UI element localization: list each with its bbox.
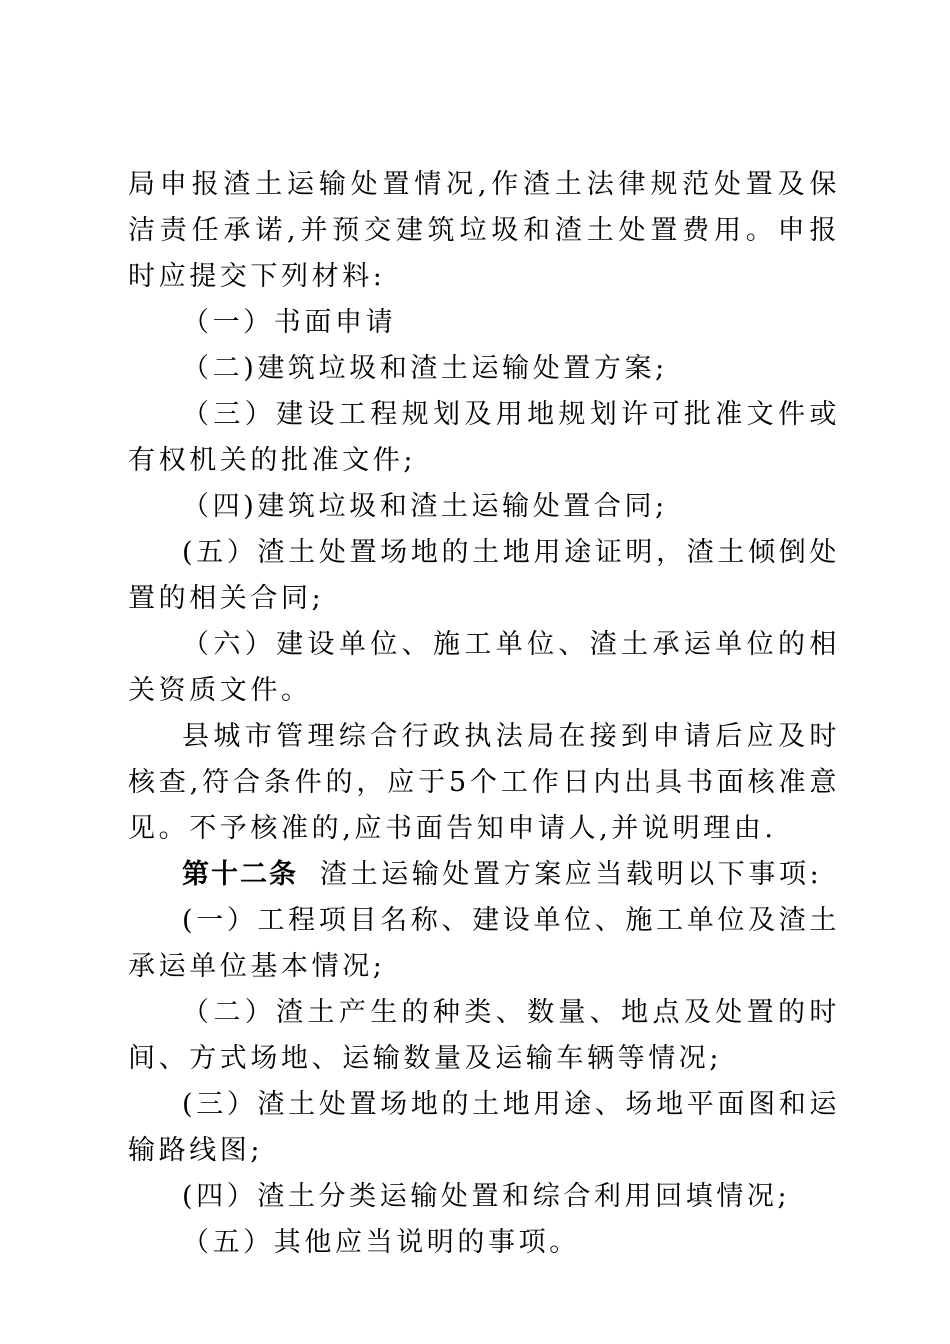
list-item-waste-details: （二）渣土产生的种类、数量、地点及处置的时间、方式场地、运输数量及运输车辆等情况; xyxy=(128,997,840,1074)
list-item-written-application: （一）书面申请 xyxy=(182,307,397,338)
paragraph-application-intro: 局申报渣土运输处置情况,作渣土法律规范处置及保洁责任承诺,并预交建筑垃圾和渣土处置费用。申报时应提交下列材料: xyxy=(128,169,840,292)
list-item-classified-transport: (四）渣土分类运输处置和综合利用回填情况; xyxy=(182,1181,791,1212)
list-item-project-info: (一）工程项目名称、建设单位、施工单位及渣土承运单位基本情况; xyxy=(128,905,840,982)
list-item-disposal-contract: （四)建筑垃圾和渣土运输处置合同; xyxy=(182,491,668,522)
list-item-land-use-proof: (五）渣土处置场地的土地用途证明，渣土倾倒处置的相关合同; xyxy=(128,537,840,614)
list-item-disposal-plan: （二)建筑垃圾和渣土运输处置方案; xyxy=(182,353,668,384)
article-twelve xyxy=(128,852,840,898)
document-body xyxy=(128,162,840,1266)
article-text: 渣土运输处置方案应当载明以下事项: xyxy=(320,859,823,890)
paragraph-review-procedure: 县城市管理综合行政执法局在接到申请后应及时核查,符合条件的，应于5个工作日内出具书面核准意见。不予核准的,应书面告知申请人,并说明理由. xyxy=(128,721,840,844)
list-item-other-matters: （五）其他应当说明的事项。 xyxy=(182,1227,580,1258)
list-item-qualification-files: （六）建设单位、施工单位、渣土承运单位的相关资质文件。 xyxy=(128,629,840,706)
article-heading: 第十二条 xyxy=(182,859,298,890)
list-item-site-maps: (三）渣土处置场地的土地用途、场地平面图和运输路线图; xyxy=(128,1089,840,1166)
list-item-planning-permits: （三）建设工程规划及用地规划许可批准文件或有权机关的批准文件; xyxy=(128,399,840,476)
